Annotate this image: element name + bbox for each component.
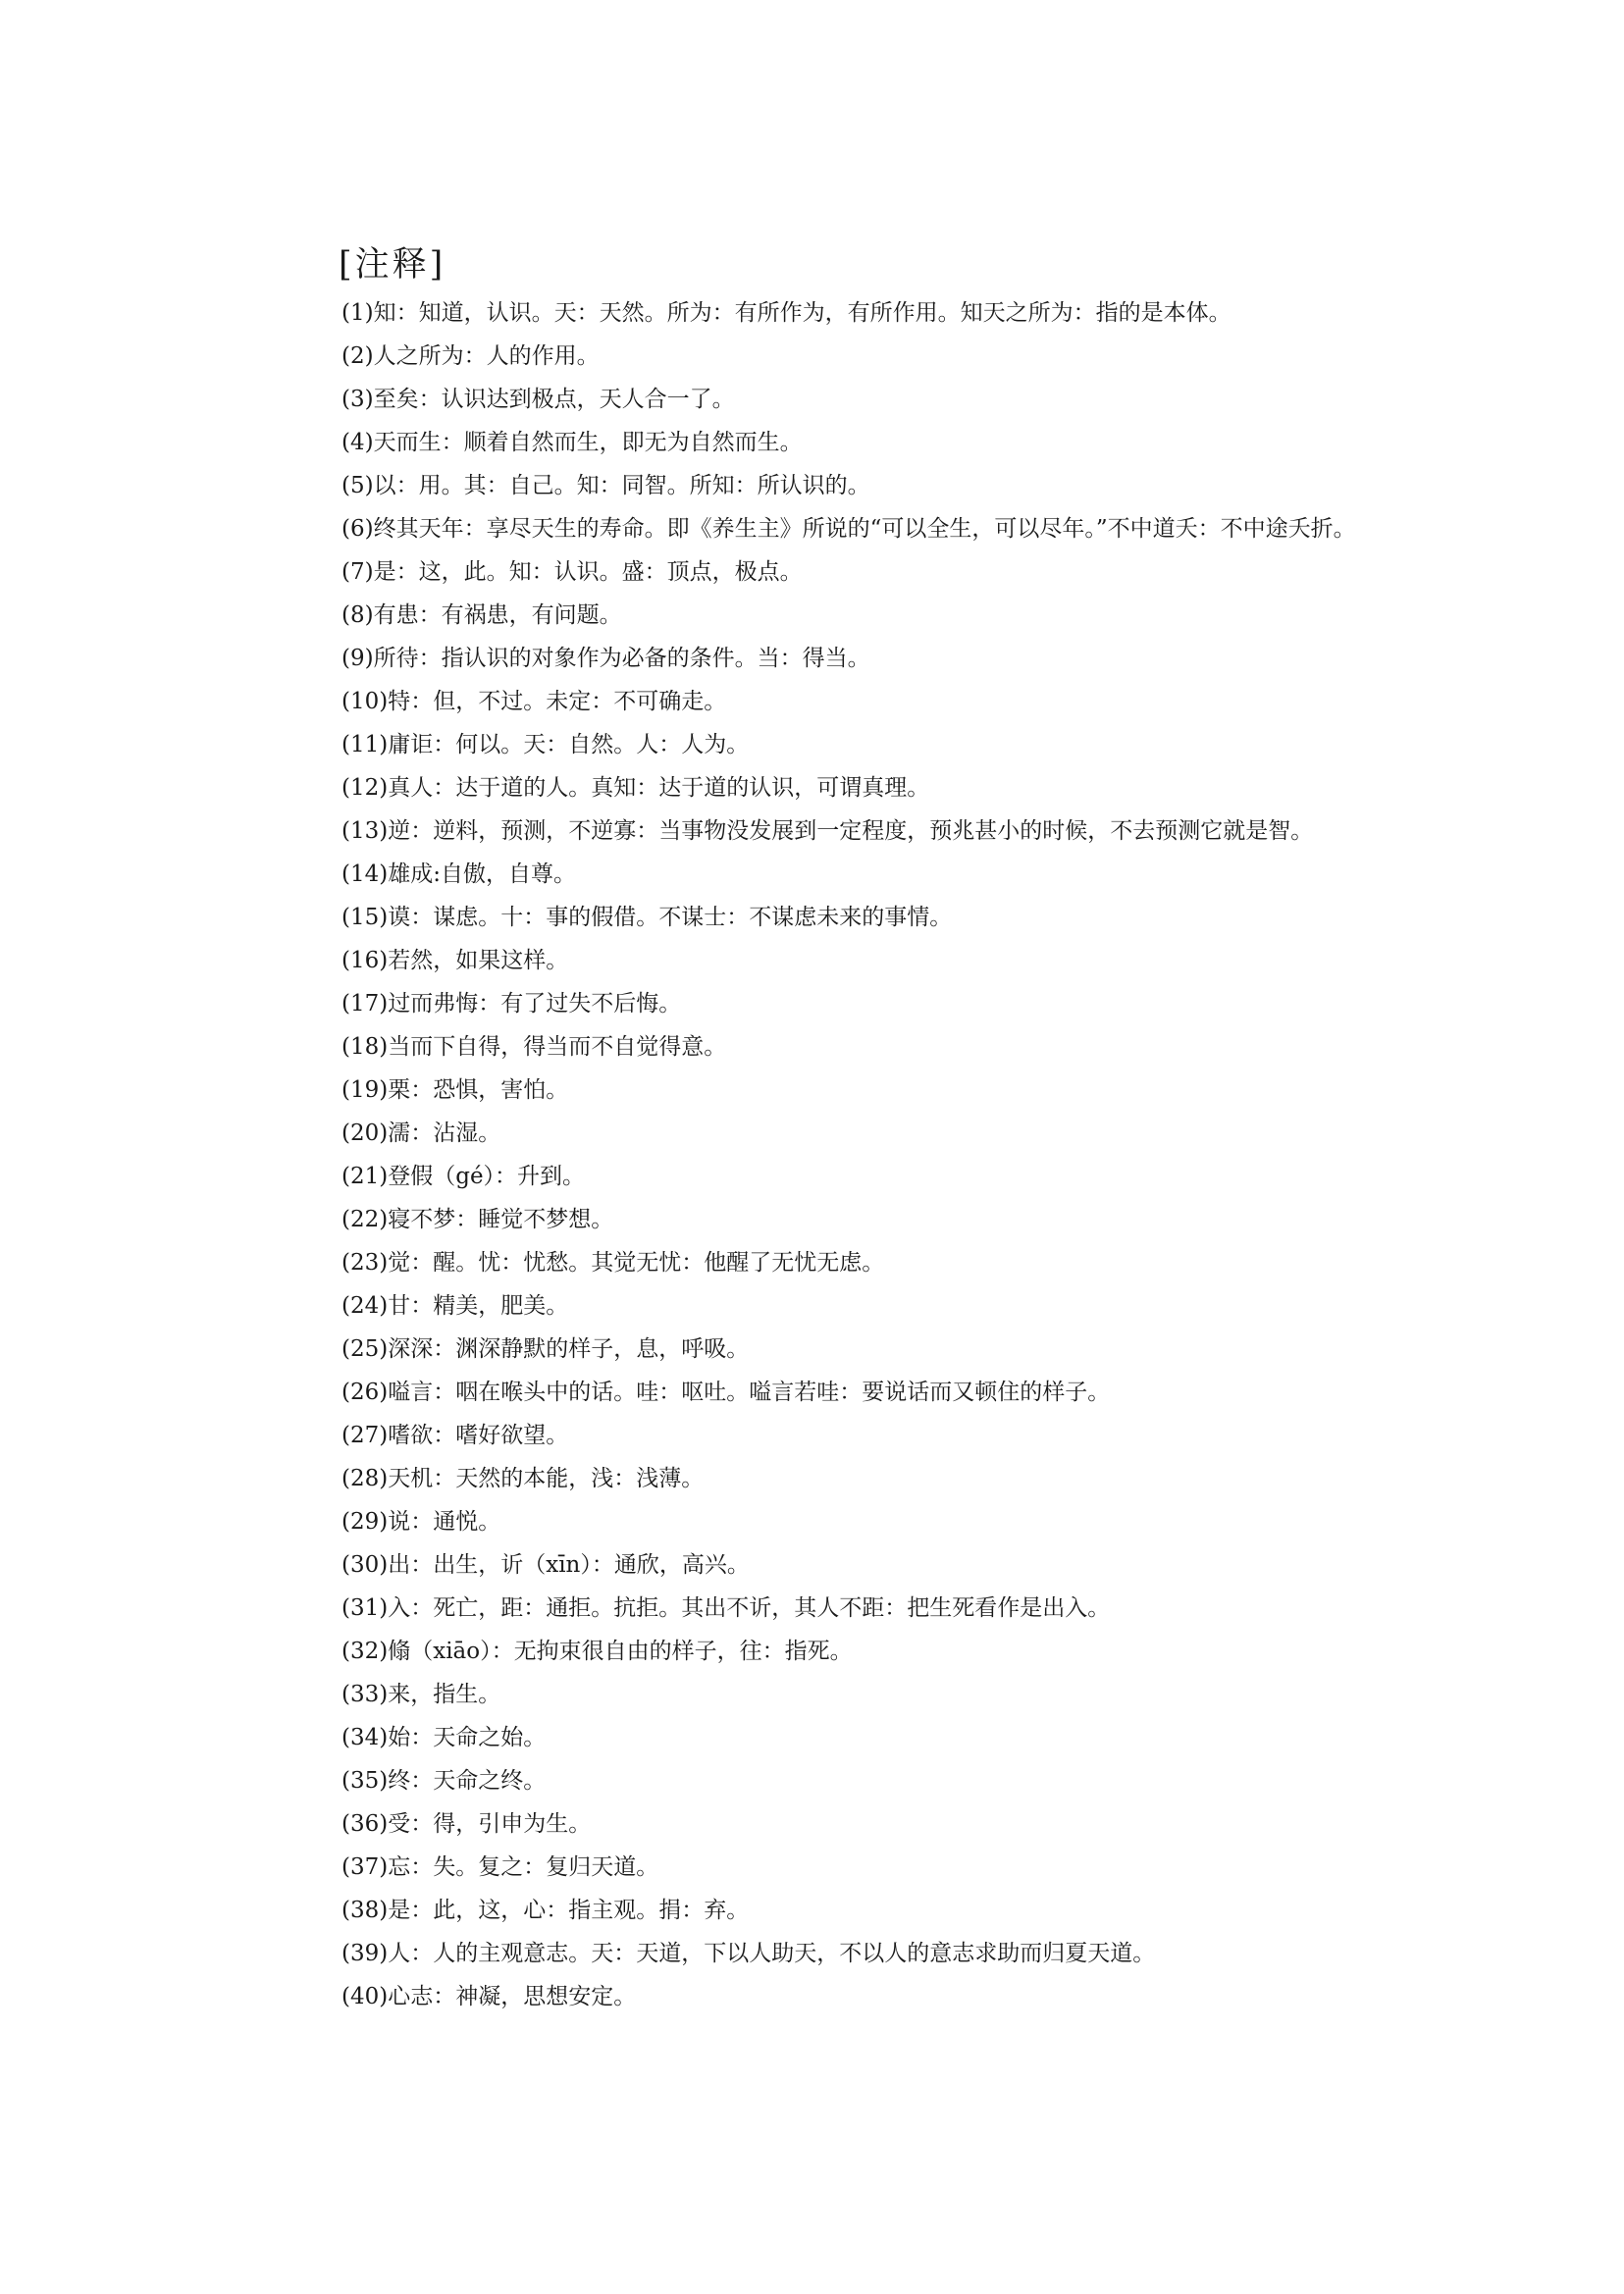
annotation-item	[260, 1241, 1359, 1284]
annotation-number: (14)	[341, 861, 389, 887]
annotation-item	[260, 982, 1359, 1025]
annotation-item	[260, 550, 1359, 594]
annotation-text: 翛（xiāo）：无拘束很自由的样子，往：指死。	[388, 1639, 853, 1664]
annotation-item	[260, 766, 1359, 809]
annotation-item	[260, 1328, 1359, 1371]
annotation-text: 天而生：顺着自然而生，即无为自然而生。	[373, 430, 803, 455]
annotation-number: (1)	[341, 300, 374, 326]
annotation-number: (6)	[341, 516, 374, 542]
annotation-number: (25)	[341, 1336, 389, 1362]
annotation-number: (17)	[341, 991, 389, 1017]
annotation-item	[260, 939, 1359, 982]
annotation-text: 说：通悦。	[388, 1509, 501, 1535]
annotation-text: 以：用。其：自己。知：同智。所知：所认识的。	[373, 473, 870, 498]
annotation-text: 嗌言：咽在喉头中的话。哇：呕吐。嗌言若哇：要说话而又顿住的样子。	[388, 1380, 1111, 1405]
annotation-text: 所待：指认识的对象作为必备的条件。当：得当。	[373, 646, 870, 671]
annotation-number: (24)	[341, 1293, 389, 1319]
annotation-text: 真人：达于道的人。真知：达于道的认识，可谓真理。	[388, 775, 930, 801]
annotation-number: (20)	[341, 1121, 389, 1146]
annotation-text: 终其天年：享尽天生的寿命。即《养生主》所说的“可以全生，可以尽年。”不中道夭：不中途夭折。	[373, 516, 1356, 542]
annotation-text: 若然，如果这样。	[388, 948, 569, 973]
annotation-item	[260, 1198, 1359, 1241]
annotation-text: 特：但，不过。未定：不可确走。	[388, 689, 727, 714]
annotation-item	[260, 378, 1359, 421]
annotation-text: 出：出生，䜣（xīn）：通欣，高兴。	[388, 1552, 750, 1578]
annotation-item	[260, 1414, 1359, 1457]
annotation-number: (31)	[341, 1595, 389, 1621]
annotation-number: (8)	[341, 602, 374, 628]
annotation-text: 深深：渊深静默的样子，息，呼吸。	[388, 1336, 750, 1362]
annotation-text: 知：知道，认识。天：天然。所为：有所作为，有所作用。知天之所为：指的是本体。	[373, 300, 1231, 326]
annotation-number: (39)	[341, 1941, 389, 1966]
annotation-number: (13)	[341, 818, 389, 844]
annotation-number: (33)	[341, 1682, 389, 1707]
annotation-item	[260, 507, 1359, 550]
annotation-text: 忘：失。复之：复归天道。	[388, 1854, 659, 1880]
annotation-item	[260, 1802, 1359, 1846]
annotation-number: (21)	[341, 1164, 389, 1189]
annotation-number: (12)	[341, 775, 389, 801]
annotation-item	[260, 896, 1359, 939]
annotation-text: 嗜欲：嗜好欲望。	[388, 1423, 569, 1448]
annotation-text: 觉：醒。忧：忧愁。其觉无忧：他醒了无忧无虑。	[388, 1250, 885, 1276]
annotation-item	[260, 421, 1359, 464]
annotation-item	[260, 335, 1359, 378]
annotation-item	[260, 1975, 1359, 2018]
annotation-number: (3)	[341, 387, 374, 412]
annotation-text: 人：人的主观意志。天：天道，下以人助天，不以人的意志求助而归夏天道。	[388, 1941, 1156, 1966]
annotation-item	[260, 1759, 1359, 1802]
annotation-text: 登假（gé）：升到。	[388, 1164, 586, 1189]
annotation-text: 天机：天然的本能，浅：浅薄。	[388, 1466, 705, 1491]
annotation-text: 人之所为：人的作用。	[373, 343, 600, 369]
annotation-text: 谟：谋虑。十：事的假借。不谋士：不谋虑未来的事情。	[388, 905, 953, 930]
annotation-item	[260, 1371, 1359, 1414]
annotation-text: 雄成:自傲，自尊。	[388, 861, 576, 887]
annotation-item	[260, 1069, 1359, 1112]
annotation-text: 至矣：认识达到极点，天人合一了。	[373, 387, 735, 412]
annotation-number: (30)	[341, 1552, 389, 1578]
annotation-item	[260, 1932, 1359, 1975]
annotation-number: (16)	[341, 948, 389, 973]
annotation-text: 受：得，引申为生。	[388, 1811, 592, 1837]
annotation-item	[260, 1500, 1359, 1543]
notes-list	[260, 291, 1359, 2018]
annotation-number: (10)	[341, 689, 389, 714]
annotation-number: (34)	[341, 1725, 389, 1750]
annotation-item	[260, 723, 1359, 766]
annotation-number: (35)	[341, 1768, 389, 1794]
annotation-item	[260, 809, 1359, 853]
annotation-text: 终：天命之终。	[388, 1768, 547, 1794]
annotation-item	[260, 1155, 1359, 1198]
annotation-number: (2)	[341, 343, 374, 369]
annotation-item	[260, 1457, 1359, 1500]
annotation-text: 栗：恐惧，害怕。	[388, 1077, 569, 1103]
annotation-text: 始：天命之始。	[388, 1725, 547, 1750]
annotation-item	[260, 291, 1359, 335]
annotation-number: (27)	[341, 1423, 389, 1448]
annotation-number: (5)	[341, 473, 374, 498]
annotation-text: 有患：有祸患，有问题。	[373, 602, 622, 628]
annotation-number: (38)	[341, 1898, 389, 1923]
annotation-number: (40)	[341, 1984, 389, 2009]
annotation-text: 甘：精美，肥美。	[388, 1293, 569, 1319]
annotation-item	[260, 1284, 1359, 1328]
annotation-text: 是：这，此。知：认识。盛：顶点，极点。	[373, 559, 803, 585]
annotation-number: (19)	[341, 1077, 389, 1103]
annotation-number: (28)	[341, 1466, 389, 1491]
annotation-text: 濡：沾湿。	[388, 1121, 501, 1146]
annotation-text: 寝不梦：睡觉不梦想。	[388, 1207, 614, 1232]
annotation-text: 是：此，这，心：指主观。捐：弃。	[388, 1898, 750, 1923]
annotation-text: 心志：神凝，思想安定。	[388, 1984, 637, 2009]
annotation-number: (32)	[341, 1639, 389, 1664]
annotation-item	[260, 1716, 1359, 1759]
annotation-text: 逆：逆料，预测，不逆寡：当事物没发展到一定程度，预兆甚小的时候，不去预测它就是智。	[388, 818, 1314, 844]
annotation-number: (18)	[341, 1034, 389, 1060]
annotation-text: 过而弗悔：有了过失不后悔。	[388, 991, 682, 1017]
annotation-item	[260, 594, 1359, 637]
annotation-item	[260, 1630, 1359, 1673]
annotation-item	[260, 637, 1359, 680]
annotation-item	[260, 1889, 1359, 1932]
annotation-number: (7)	[341, 559, 374, 585]
annotation-number: (29)	[341, 1509, 389, 1535]
annotation-item	[260, 1112, 1359, 1155]
annotation-item	[260, 1846, 1359, 1889]
annotation-item	[260, 680, 1359, 723]
section-title: [注释]	[339, 245, 446, 285]
annotation-number: (15)	[341, 905, 389, 930]
annotation-number: (26)	[341, 1380, 389, 1405]
annotation-number: (37)	[341, 1854, 389, 1880]
annotation-text: 入：死亡，距：通拒。抗拒。其出不䜣，其人不距：把生死看作是出入。	[388, 1595, 1111, 1621]
annotation-text: 庸讵：何以。天：自然。人：人为。	[388, 732, 750, 757]
annotation-number: (4)	[341, 430, 374, 455]
annotation-text: 当而下自得，得当而不自觉得意。	[388, 1034, 727, 1060]
annotation-number: (11)	[341, 732, 389, 757]
annotation-item	[260, 464, 1359, 507]
annotation-number: (22)	[341, 1207, 389, 1232]
annotation-item	[260, 1025, 1359, 1069]
annotation-item	[260, 853, 1359, 896]
annotation-number: (36)	[341, 1811, 389, 1837]
annotation-number: (23)	[341, 1250, 389, 1276]
annotation-item	[260, 1673, 1359, 1716]
annotation-text: 来，指生。	[388, 1682, 501, 1707]
annotation-item	[260, 1543, 1359, 1587]
annotation-item	[260, 1587, 1359, 1630]
annotation-number: (9)	[341, 646, 374, 671]
